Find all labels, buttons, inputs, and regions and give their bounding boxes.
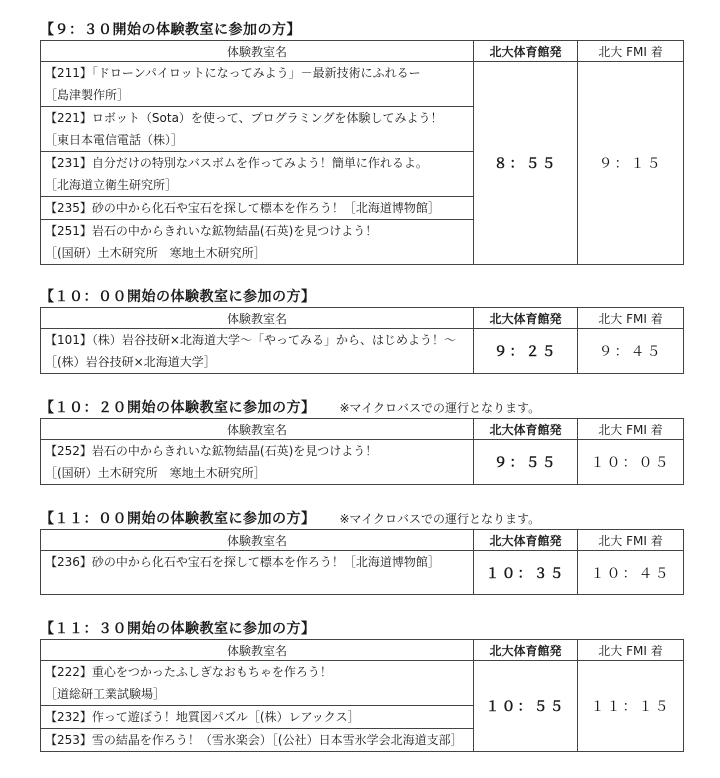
section-title: 【９：３０開始の体験教室に参加の方】 [40,22,301,38]
section-title: 【１１：３０開始の体験教室に参加の方】 [40,621,316,637]
program-entry [41,440,473,484]
section-title: 【１０：００開始の体験教室に参加の方】 [40,289,316,305]
program-title: 【236】砂の中から化石や宝石を探して標本を作ろう！［北海道博物館］ [45,555,440,569]
header-depart: 北大体育館発 [474,41,578,62]
schedule-table [40,418,684,485]
section-title: 【１０：２０開始の体験教室に参加の方】 [40,400,316,416]
program-entry [41,706,473,729]
depart-time: ８：５５ [474,62,578,265]
depart-time: １０：３５ [474,551,578,595]
schedule-table [40,639,684,752]
header-depart: 北大体育館発 [474,308,578,329]
header-arrive: 北大 FMI 着 [578,308,684,329]
program-title: 【235】砂の中から化石や宝石を探して標本を作ろう！［北海道博物館］ [45,201,440,215]
section-note: ※マイクロバスでの運行となります。 [339,512,541,526]
program-title: 【251】岩石の中からきれいな鉱物結晶(石英)を見つけよう！ [45,224,378,238]
program-title: 【231】自分だけの特別なバスボムを作ってみよう！簡単に作れるよ。 [45,156,428,170]
depart-time: ９：２５ [474,329,578,374]
program-organizer: ［(株）岩谷技研×北海道大学］ [45,355,216,369]
program-entry [41,197,473,220]
program-entry [41,551,473,573]
section-1100 [40,509,683,595]
program-entry [41,107,473,152]
header-name: 体験教室名 [41,308,474,329]
program-title: 【252】岩石の中からきれいな鉱物結晶(石英)を見つけよう！ [45,444,378,458]
depart-time: １０：５５ [474,661,578,752]
program-organizer: ［(国研）土木研究所 寒地土木研究所］ [45,466,266,480]
section-note: ※マイクロバスでの運行となります。 [339,401,541,415]
program-title: 【211】「ドローンパイロットになってみよう」－最新技術にふれるー [45,66,421,80]
program-title: 【232】作って遊ぼう！地質図パズル［(株）レアックス］ [45,710,360,724]
header-arrive: 北大 FMI 着 [578,640,684,661]
schedule-table [40,529,684,595]
program-organizer: ［東日本電信電話（株）］ [45,133,184,147]
header-name: 体験教室名 [41,530,474,551]
program-list [41,329,474,374]
program-list [41,661,474,752]
program-organizer: ［島津製作所］ [45,88,130,102]
program-title: 【221】ロボット（Sota）を使って、プログラミングを体験してみよう！ [45,111,443,125]
depart-time: ９：５５ [474,440,578,485]
schedule-table [40,40,684,265]
header-name: 体験教室名 [41,41,474,62]
arrive-time: ９：４５ [578,329,684,374]
program-entry [41,220,473,264]
program-entry [41,152,473,197]
header-arrive: 北大 FMI 着 [578,530,684,551]
header-depart: 北大体育館発 [474,640,578,661]
header-arrive: 北大 FMI 着 [578,419,684,440]
header-arrive: 北大 FMI 着 [578,41,684,62]
program-organizer: ［道総研工業試験場］ [45,687,166,701]
program-organizer: ［北海道立衛生研究所］ [45,178,178,192]
schedule-table [40,307,684,374]
program-entry [41,729,473,751]
arrive-time: ９：１５ [578,62,684,265]
header-depart: 北大体育館発 [474,530,578,551]
arrive-time: １０：４５ [578,551,684,595]
program-entry [41,661,473,706]
program-list [41,440,474,485]
program-title: 【101】（株）岩谷技研×北海道大学～「やってみる」から、はじめよう！～ [45,333,456,347]
arrive-time: １０：０５ [578,440,684,485]
section-1130 [40,619,683,752]
program-list [41,551,474,595]
program-title: 【222】重心をつかったふしぎなおもちゃを作ろう！ [45,665,332,679]
section-0930 [40,20,683,265]
section-title: 【１１：００開始の体験教室に参加の方】 [40,511,316,527]
program-entry [41,62,473,107]
header-name: 体験教室名 [41,419,474,440]
section-1020 [40,398,683,485]
arrive-time: １１：１５ [578,661,684,752]
program-entry [41,329,473,373]
header-depart: 北大体育館発 [474,419,578,440]
program-title: 【253】雪の結晶を作ろう！（雪氷楽会）［(公社）日本雪氷学会北海道支部］ [45,733,463,747]
program-list [41,62,474,265]
section-1000 [40,287,683,374]
program-organizer: ［(国研）土木研究所 寒地土木研究所］ [45,246,266,260]
header-name: 体験教室名 [41,640,474,661]
